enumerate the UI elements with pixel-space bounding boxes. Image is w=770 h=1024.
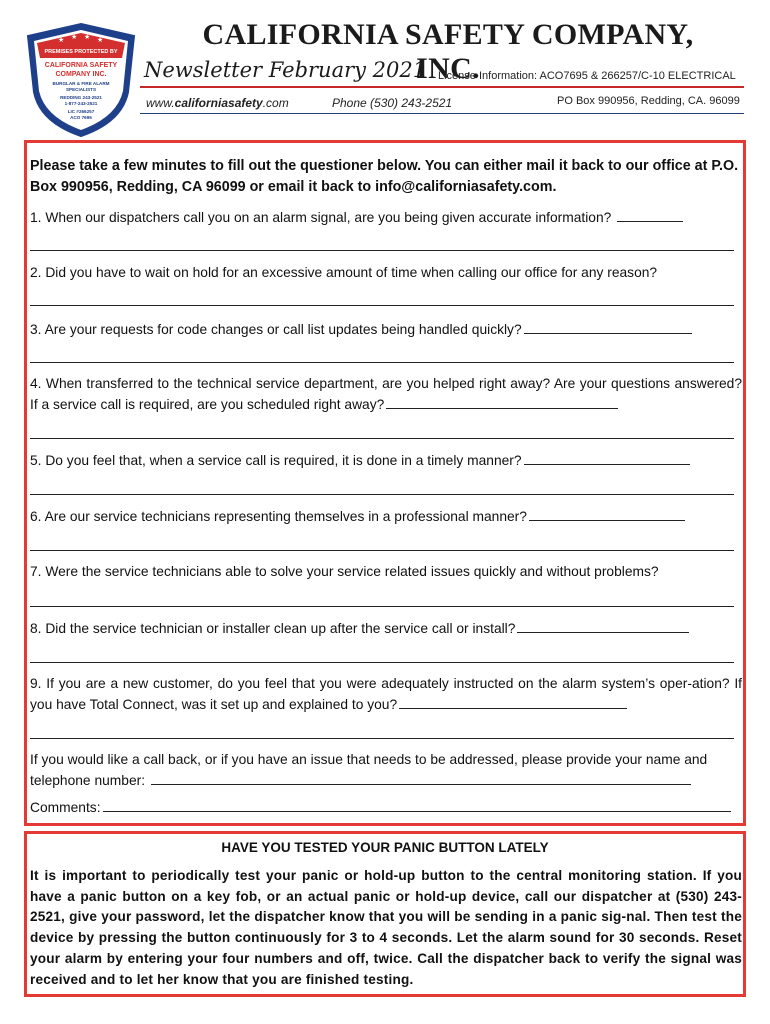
- question-4-answer-line[interactable]: [30, 438, 734, 439]
- question-5: [30, 450, 742, 471]
- question-5-answer-line[interactable]: [30, 494, 734, 495]
- question-1-text: 1. When our dispatchers call you on an alarm signal, are you being given accurate information?: [30, 210, 612, 225]
- logo-line8: ACO 7695: [70, 115, 92, 120]
- website-suffix: .com: [262, 96, 289, 110]
- logo-line5: REDDING 243-2521: [60, 95, 102, 100]
- question-6-text: 6. Are our service technicians representing themselves in a professional manner?: [30, 509, 527, 524]
- svg-text:★: ★: [84, 33, 91, 41]
- logo-name-line2: COMPANY INC.: [55, 71, 107, 78]
- question-9-answer-line[interactable]: [30, 738, 734, 739]
- comments: [30, 797, 742, 818]
- question-3-text: 3. Are your requests for code changes or call list updates being handled quickly?: [30, 322, 522, 337]
- header-divider-blue: [140, 113, 744, 114]
- header-divider-red: [140, 86, 744, 88]
- question-7: 7. Were the service technicians able to solve your service related issues quickly and without problems?: [30, 564, 659, 579]
- comments-label: Comments:: [30, 800, 101, 815]
- question-4-text: 4. When transferred to the technical service department, are you helped right away? Are your questions answered? If a service call is required, are you scheduled right away?: [30, 376, 742, 412]
- question-1-answer-blank[interactable]: [617, 207, 683, 222]
- svg-text:★: ★: [58, 36, 65, 44]
- svg-text:★: ★: [97, 36, 104, 44]
- callback-answer-blank[interactable]: [151, 770, 691, 785]
- question-2: 2. Did you have to wait on hold for an excessive amount of time when calling our office for any reason?: [30, 265, 658, 280]
- question-9-text: 9. If you are a new customer, do you feel that you were adequately instructed on the alarm system’s oper-ation? If you have Total Connect, was it set up and explained to you?: [30, 676, 742, 712]
- svg-text:★: ★: [71, 33, 78, 41]
- question-9: [30, 674, 742, 715]
- logo-line4: SPECIALISTS: [65, 87, 97, 92]
- panic-button-title: HAVE YOU TESTED YOUR PANIC BUTTON LATELY: [221, 840, 549, 855]
- logo-line3: BURGLAR & FIRE ALARM: [52, 81, 110, 86]
- question-8-answer-line[interactable]: [30, 662, 734, 663]
- logo-name-line1: CALIFORNIA SAFETY: [44, 62, 118, 69]
- logo-top-text: PREMISES PROTECTED BY: [44, 49, 118, 55]
- question-8-answer-blank[interactable]: [517, 618, 689, 633]
- phone-number: Phone (530) 243-2521: [332, 96, 453, 110]
- questionnaire-intro: Please take a few minutes to fill out the questioner below. You can either mail it back to our office at P.O. Box 990956, Redding, CA 96099 or email it back to info@californiasafety.com.: [30, 158, 739, 195]
- question-4: [30, 374, 742, 415]
- license-info: License Information: ACO7695 & 266257/C-10 ELECTRICAL: [438, 70, 736, 82]
- website-domain: californiasafety: [174, 96, 263, 110]
- question-8: [30, 618, 742, 639]
- question-1: [30, 207, 742, 228]
- question-5-text: 5. Do you feel that, when a service call is required, it is done in a timely manner?: [30, 453, 522, 468]
- website-link[interactable]: [146, 96, 289, 110]
- company-name: CALIFORNIA SAFETY COMPANY, INC.: [202, 18, 694, 85]
- po-box-address: PO Box 990956, Redding, CA. 96099: [557, 95, 740, 107]
- question-3-answer-line[interactable]: [30, 362, 734, 363]
- question-6-answer-blank[interactable]: [529, 506, 685, 521]
- panic-button-body: It is important to periodically test your panic or hold-up button to the central monitoring station. If you have a panic button on a key fob, or an actual panic or hold-up device, call our dispatcher at (530) 243-2521, give your password, let the dispatcher know that you will be sending in a panic sig-nal. Then test the device by pressing the button continuously for 3 to 4 seconds. Let the alarm sound for 30 seconds. Reset your alarm by entering your four numbers and off, twice. Call the dispatcher back to verify the signal was received and to let her know that you are finished testing.: [30, 868, 742, 987]
- callback-request-text: If you would like a call back, or if you have an issue that needs to be addressed, please provide your name and telephone number:: [30, 752, 708, 788]
- question-3: [30, 319, 742, 340]
- question-8-text: 8. Did the service technician or installer clean up after the service call or install?: [30, 621, 516, 636]
- callback-request: [30, 750, 742, 791]
- question-1-answer-line[interactable]: [30, 250, 734, 251]
- company-logo: [24, 22, 138, 138]
- question-7-answer-line[interactable]: [30, 606, 734, 607]
- question-6: [30, 506, 742, 527]
- question-2-answer-line[interactable]: [30, 305, 734, 306]
- comments-answer-blank[interactable]: [103, 797, 731, 812]
- newsletter-title: Newsletter February 2021: [144, 58, 427, 82]
- logo-line6: 1-877-243-2521: [64, 101, 98, 106]
- questionnaire-box: [24, 140, 746, 826]
- question-5-answer-blank[interactable]: [524, 450, 690, 465]
- question-9-answer-blank[interactable]: [399, 694, 627, 709]
- website-prefix: www.: [146, 96, 175, 110]
- question-6-answer-line[interactable]: [30, 550, 734, 551]
- question-3-answer-blank[interactable]: [524, 319, 692, 334]
- logo-line7: LIC #266257: [67, 109, 95, 114]
- question-4-answer-blank[interactable]: [386, 394, 618, 409]
